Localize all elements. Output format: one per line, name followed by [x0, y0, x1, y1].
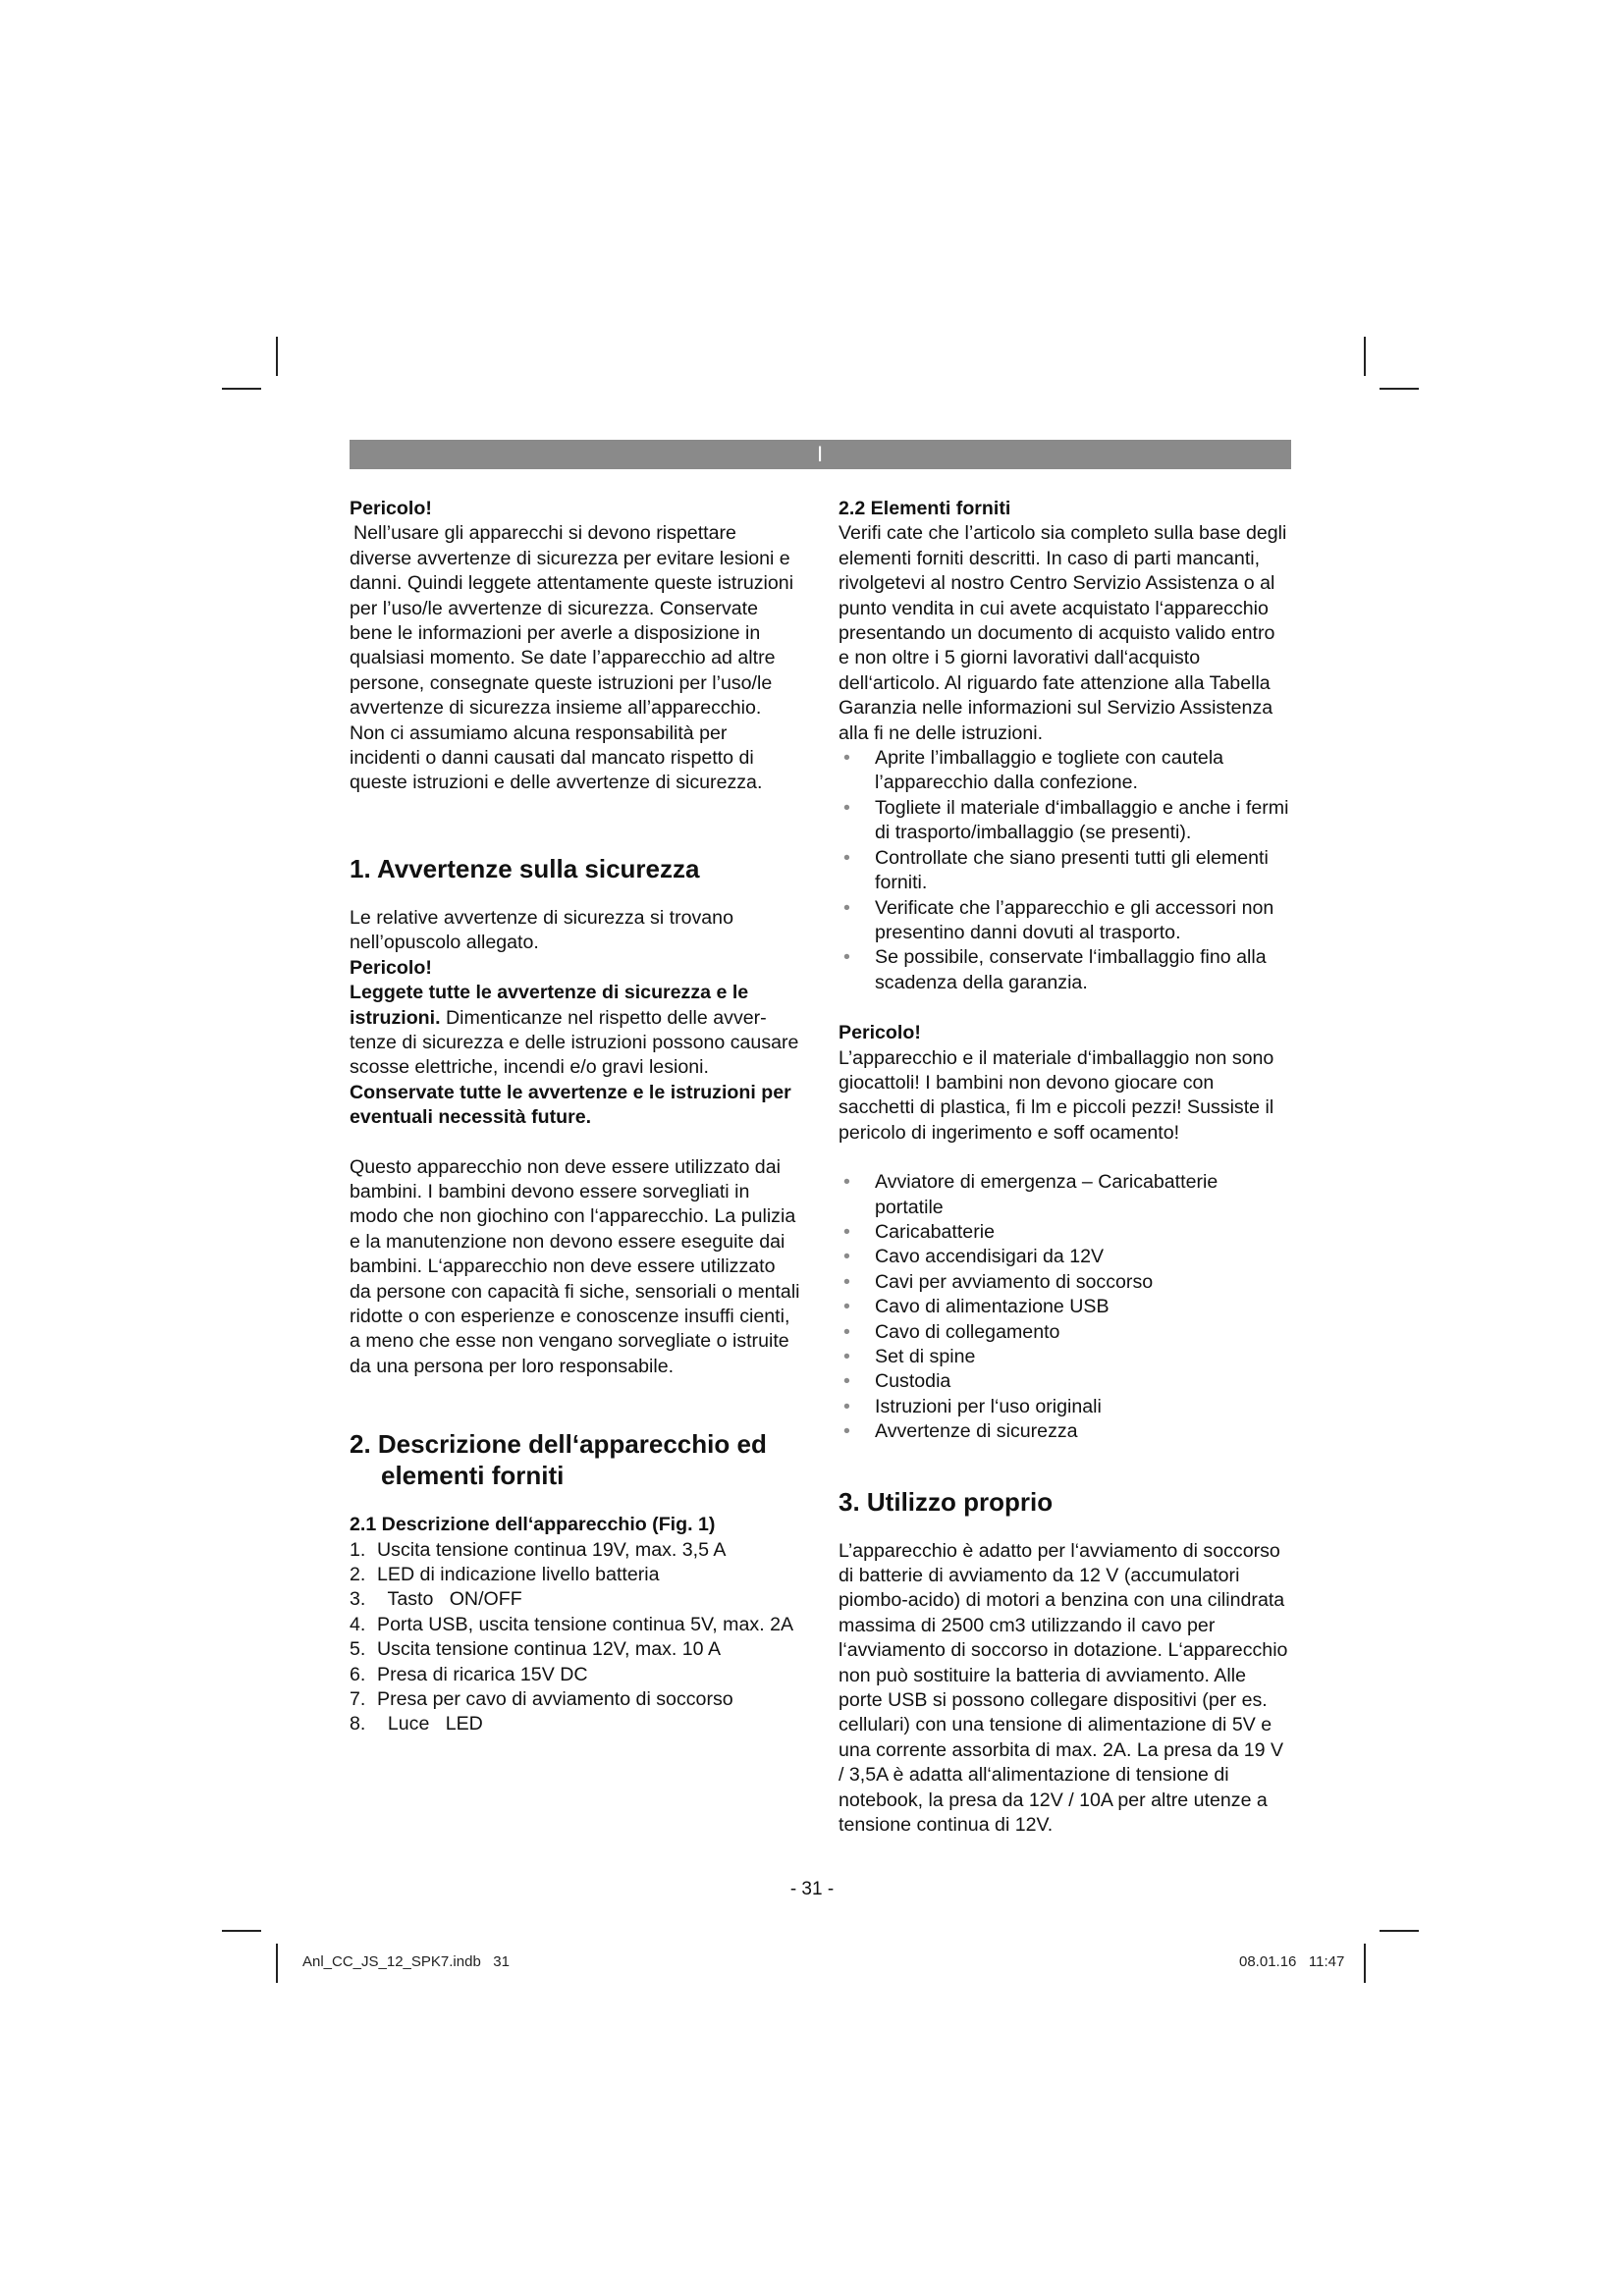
section-1-intro: Le relative avvertenze di sicurezza si trovano nell’opuscolo allegato.: [350, 906, 733, 954]
danger-title-2: Pericolo!: [839, 1022, 921, 1044]
list-item: 3. Tasto ON/OFF: [350, 1588, 522, 1611]
warning-bold-text: Leggete tutte le avvertenze di sicurezza e le istruzioni.: [350, 982, 749, 1029]
section-2-2-title: 2.2 Elementi forniti: [839, 498, 1011, 519]
section-1-title: 1. Avvertenze sulla sicurezza: [350, 853, 700, 883]
list-item: • Verificate che l’apparecchio e gli accessori non presentino danni dovuti al trasporto.: [839, 896, 1290, 946]
section-2-1-title: 2.1 Descrizione dell‘apparecchio (Fig. 1): [350, 1514, 716, 1536]
list-item: • Cavi per avviamento di soccorso: [839, 1270, 1290, 1295]
footer-datetime: 08.01.16 11:47: [1239, 1953, 1345, 1970]
list-item: 7. Presa per cavo di avviamento di soccorso: [350, 1688, 733, 1711]
crop-mark: [1380, 388, 1419, 390]
list-item: • Controllate che siano presenti tutti gli elementi forniti.: [839, 846, 1290, 896]
section-2-title: 2. Descrizione dell‘apparecchio ed elementi forniti: [350, 1429, 767, 1491]
section-3-text: L’apparecchio è adatto per l‘avviamento di soccorso di batterie di avviamento da 12 V (accumulatori piombo-acido) di motori a benzina con una cilindrata massima di 2500 cm3 utilizzando il cavo per l‘avviamento di soccorso in dotazione. L‘apparecchio non può sostituire la batteria di avviamento. Alle porte USB si possono collegare dispositivi (per es. cellulari) con una tensione di alimentazione di 5V e una corrente assorbita di max. 2A. La presa da 19 V / 3,5A è adatta all‘alimentazione di tensione di notebook, la presa da 12V / 10A per altre utenze a tensione continua di 12V.: [839, 1539, 1288, 1837]
section-1-danger-title: Pericolo!: [350, 956, 432, 979]
section-3-title: 3. Utilizzo proprio: [839, 1486, 1054, 1517]
parts-list: [350, 1538, 801, 1737]
crop-mark: [1380, 1930, 1419, 1932]
warning-text: Dimenticanze nel rispetto delle avvertenze di sicurezza e delle istruzioni possono causare scosse elettriche, incendi e/o gravi lesioni.: [350, 1006, 799, 1079]
crop-mark: [1364, 1944, 1366, 1983]
list-item: 2. LED di indicazione livello batteria: [350, 1564, 660, 1585]
list-item: 5. Uscita tensione continua 12V, max. 10 A: [350, 1638, 722, 1661]
list-item: • Togliete il materiale d‘imballaggio e anche i fermi di trasporto/imballaggio (se presenti).: [839, 796, 1290, 846]
list-item: • Custodia: [839, 1369, 1290, 1394]
crop-mark: [222, 388, 261, 390]
list-item: • Istruzioni per l‘uso originali: [839, 1395, 1290, 1419]
list-item: 4. Porta USB, uscita tensione continua 5V, max. 2A: [350, 1613, 794, 1635]
list-item: • Avvertenze di sicurezza: [839, 1419, 1290, 1444]
left-column: [350, 497, 801, 1737]
crop-mark: [222, 1930, 261, 1932]
list-item: • Caricabatterie: [839, 1220, 1290, 1245]
scope-of-delivery-list: [839, 1170, 1290, 1444]
list-item: • Cavo accendisigari da 12V: [839, 1245, 1290, 1269]
list-item: • Avviatore di emergenza – Caricabatterie portatile: [839, 1170, 1290, 1220]
section-1-warning: [350, 981, 801, 1081]
header-bar: [350, 440, 1291, 469]
danger-text-2: L’apparecchio e il materiale d‘imballaggio non sono giocattoli! I bambini non devono giocare con sacchetti di plastica, fi lm e piccoli pezzi! Sussiste il pericolo di ingerimento e soff ocamento!: [839, 1046, 1274, 1144]
crop-mark: [276, 1944, 278, 1983]
right-column: [839, 497, 1290, 1839]
danger-title: Pericolo!: [350, 498, 432, 519]
list-item: • Cavo di alimentazione USB: [839, 1295, 1290, 1319]
list-item: • Set di spine: [839, 1345, 1290, 1369]
list-item: 8. Luce LED: [350, 1713, 483, 1735]
list-item: • Se possibile, conservate l‘imballaggio fino alla scadenza della garanzia.: [839, 945, 1290, 995]
crop-mark: [276, 337, 278, 376]
unpacking-list: [839, 746, 1290, 995]
list-item: • Aprite l’imballaggio e togliete con cautela l’apparecchio dalla confezione.: [839, 746, 1290, 796]
language-marker: I: [817, 442, 824, 466]
section-2-2-text: Verifi cate che l’articolo sia completo sulla base degli elementi forniti descritti. In caso di parti mancanti, rivolgetevi al nostro Centro Servizio Assistenza o al punto vendita in cui avete acquistato l‘apparecchio presentando un documento di acquisto valido entro e non oltre i 5 giorni lavorativi dall‘acquisto dell‘articolo. Al riguardo fate attenzione alla Tabella Garanzia nelle informazioni sul Servizio Assistenza alla fi ne delle istruzioni.: [839, 522, 1287, 744]
crop-mark: [1364, 337, 1366, 376]
list-item: 1. Uscita tensione continua 19V, max. 3,5 A: [350, 1538, 727, 1561]
list-item: 6. Presa di ricarica 15V DC: [350, 1663, 588, 1685]
danger-text: Nell’usare gli apparecchi si devono rispettare diverse avvertenze di sicurezza per evitare lesioni e danni. Quindi leggete attentamente queste istruzioni per l’uso/le avvertenze di sicurezza. Conservate bene le informazioni per averle a disposizione in qualsiasi momento. Se date l’apparecchio ad altre persone, consegnate queste istruzioni per l’uso/le avvertenze di sicurezza insieme all’apparecchio. Non ci assumiamo alcuna responsabilità per incidenti o danni causati dal mancato rispetto di queste istruzioni e delle avvertenze di sicurezza.: [350, 522, 794, 794]
children-warning: Questo apparecchio non deve essere utilizzato dai bambini. I bambini devono essere sorvegliati in modo che non giochino con l‘apparecchio. La pulizia e la manutenzione non devono essere eseguite dai bambini. L‘apparecchio non deve essere utilizzato da persone con capacità fi siche, sensoriali o mentali ridotte o con esperienze e conoscenze insuffi cienti, a meno che esse non vengano sorvegliate o istruite da una persona per loro responsabile.: [350, 1155, 800, 1377]
warning-keep-text: Conservate tutte le avvertenze e le istruzioni per eventuali necessità future.: [350, 1081, 791, 1129]
page-number: - 31 -: [789, 1879, 835, 1899]
list-item: • Cavo di collegamento: [839, 1320, 1290, 1345]
footer-filename: Anl_CC_JS_12_SPK7.indb 31: [302, 1953, 510, 1970]
